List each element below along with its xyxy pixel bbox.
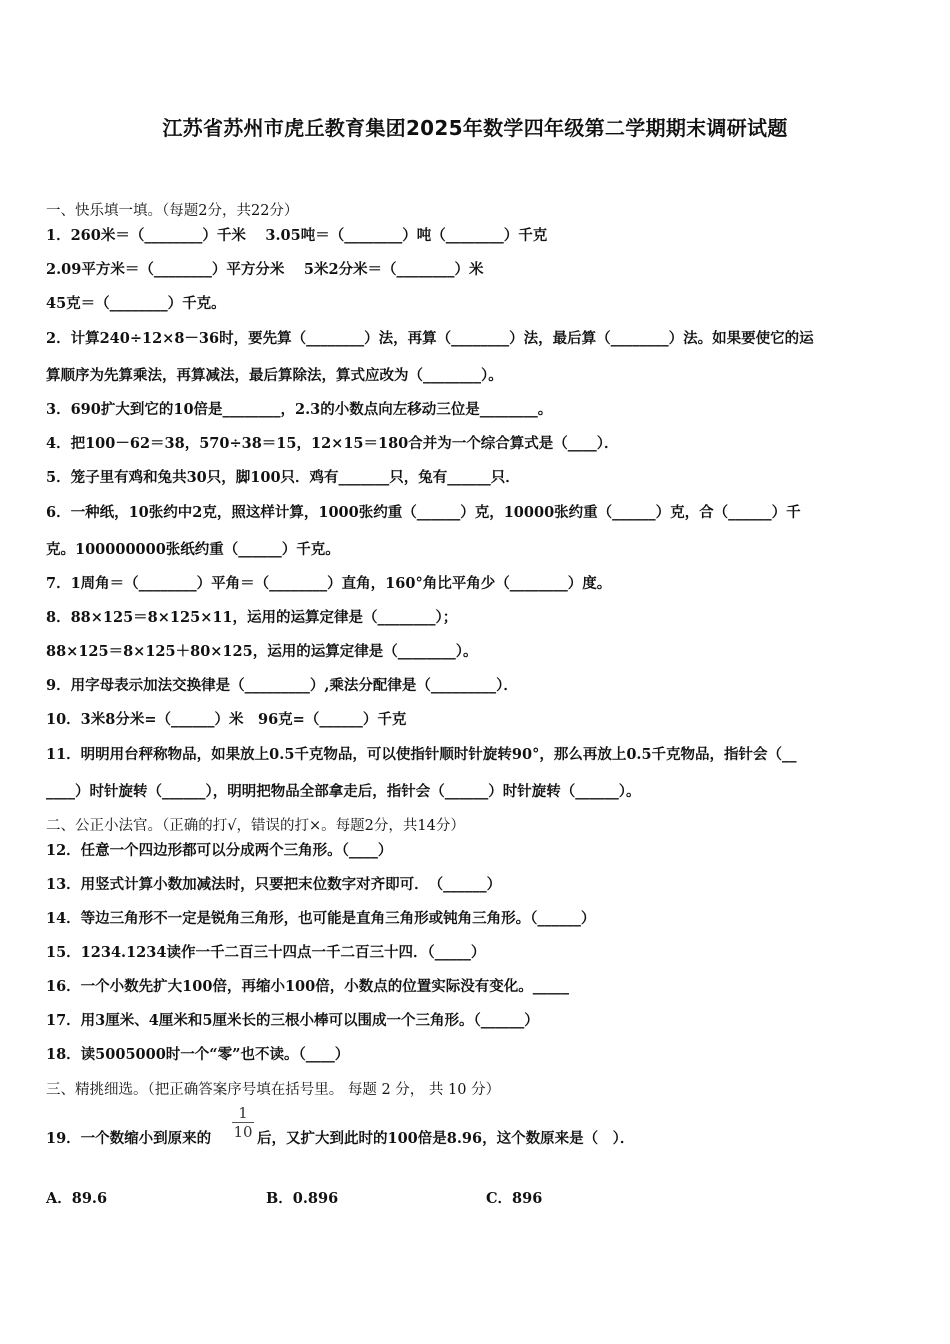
question-line: 10．3米8分米=（______）米 96克=（______）千克: [46, 711, 407, 728]
question-19-prefix: 19．一个数缩小到原来的: [46, 1130, 212, 1147]
option-a: A．89.6: [46, 1190, 108, 1207]
question-line: 克。100000000张纸约重（______）千克。: [46, 541, 340, 558]
option-c: C．896: [486, 1190, 543, 1207]
question-line: 18．读5005000时一个“零”也不读。（____）: [46, 1046, 350, 1063]
question-line: 6．一种纸，10张约中2克，照这样计算，1000张约重（______）克，10000张约重（______）克，合（______）千: [46, 504, 801, 521]
fraction-numerator: 1: [232, 1104, 254, 1123]
question-line: 14．等边三角形不一定是锐角三角形，也可能是直角三角形或钝角三角形。（______）: [46, 910, 596, 927]
question-line: 9．用字母表示加法交换律是（_________）,乘法分配律是（_________）．: [46, 677, 518, 694]
question-line: 2.09平方米＝（________）平方分米 5米2分米＝（________）米: [46, 261, 484, 278]
question-line: 3．690扩大到它的10倍是________，2.3的小数点向左移动三位是________。: [46, 401, 553, 418]
question-line: 12．任意一个四边形都可以分成两个三角形。（____）: [46, 842, 393, 859]
question-line: 45克＝（________）千克。: [46, 295, 226, 312]
question-line: 16．一个小数先扩大100倍，再缩小100倍，小数点的位置实际没有变化。_____: [46, 978, 569, 995]
section-heading: 三、精挑细选。（把正确答案序号填在括号里。 每题 2 分， 共 10 分）: [46, 1082, 501, 1098]
question-19-suffix: 后，又扩大到此时的100倍是8.96，这个数原来是（ ）．: [257, 1130, 635, 1147]
question-line: 13．用竖式计算小数加减法时，只要把末位数字对齐即可． （______）: [46, 876, 502, 893]
section-heading: 二、公正小法官。（正确的打√，错误的打×。每题2分，共14分）: [46, 818, 465, 834]
option-b: B．0.896: [266, 1190, 339, 1207]
question-line: 17．用3厘米、4厘米和5厘米长的三根小棒可以围成一个三角形。（______）: [46, 1012, 539, 1029]
fraction-denominator: 10: [233, 1123, 253, 1141]
question-line: 7．1周角＝（________）平角＝（________）直角，160°角比平角少（________）度。: [46, 575, 612, 592]
question-line: 11．明明用台秤称物品，如果放上0.5千克物品，可以使指针顺时针旋转90°，那么再放上0.5千克物品，指针会（__: [46, 746, 797, 763]
question-line: 算顺序为先算乘法，再算减法，最后算除法，算式应改为（________）。: [46, 367, 503, 384]
page-title: 江苏省苏州市虎丘教育集团2025年数学四年级第二学期期末调研试题: [162, 116, 788, 140]
question-line: ____）时针旋转（______），明明把物品全部拿走后，指针会（______）时针旋转（______）。: [46, 783, 641, 800]
question-line: 2．计算240÷12×8－36时，要先算（________）法，再算（________）法，最后算（________）法。如果要使它的运: [46, 330, 814, 347]
question-line: 4．把100－62＝38，570÷38＝15，12×15＝180合并为一个综合算式是（____）．: [46, 435, 619, 452]
section-heading: 一、快乐填一填。（每题2分，共22分）: [46, 203, 299, 219]
question-line: 8．88×125＝8×125×11，运用的运算定律是（________）；: [46, 609, 458, 626]
question-line: 5．笼子里有鸡和兔共30只，脚100只．鸡有_______只，兔有______只．: [46, 469, 520, 486]
question-line: 15．1234.1234读作一千二百三十四点一千二百三十四．（_____）: [46, 944, 486, 961]
question-line: 88×125＝8×125＋80×125，运用的运算定律是（________）。: [46, 643, 478, 660]
fraction-one-tenth: [232, 1104, 254, 1141]
question-line: 1．260米＝（________）千米 3.05吨＝（________）吨（________）千克: [46, 227, 548, 244]
